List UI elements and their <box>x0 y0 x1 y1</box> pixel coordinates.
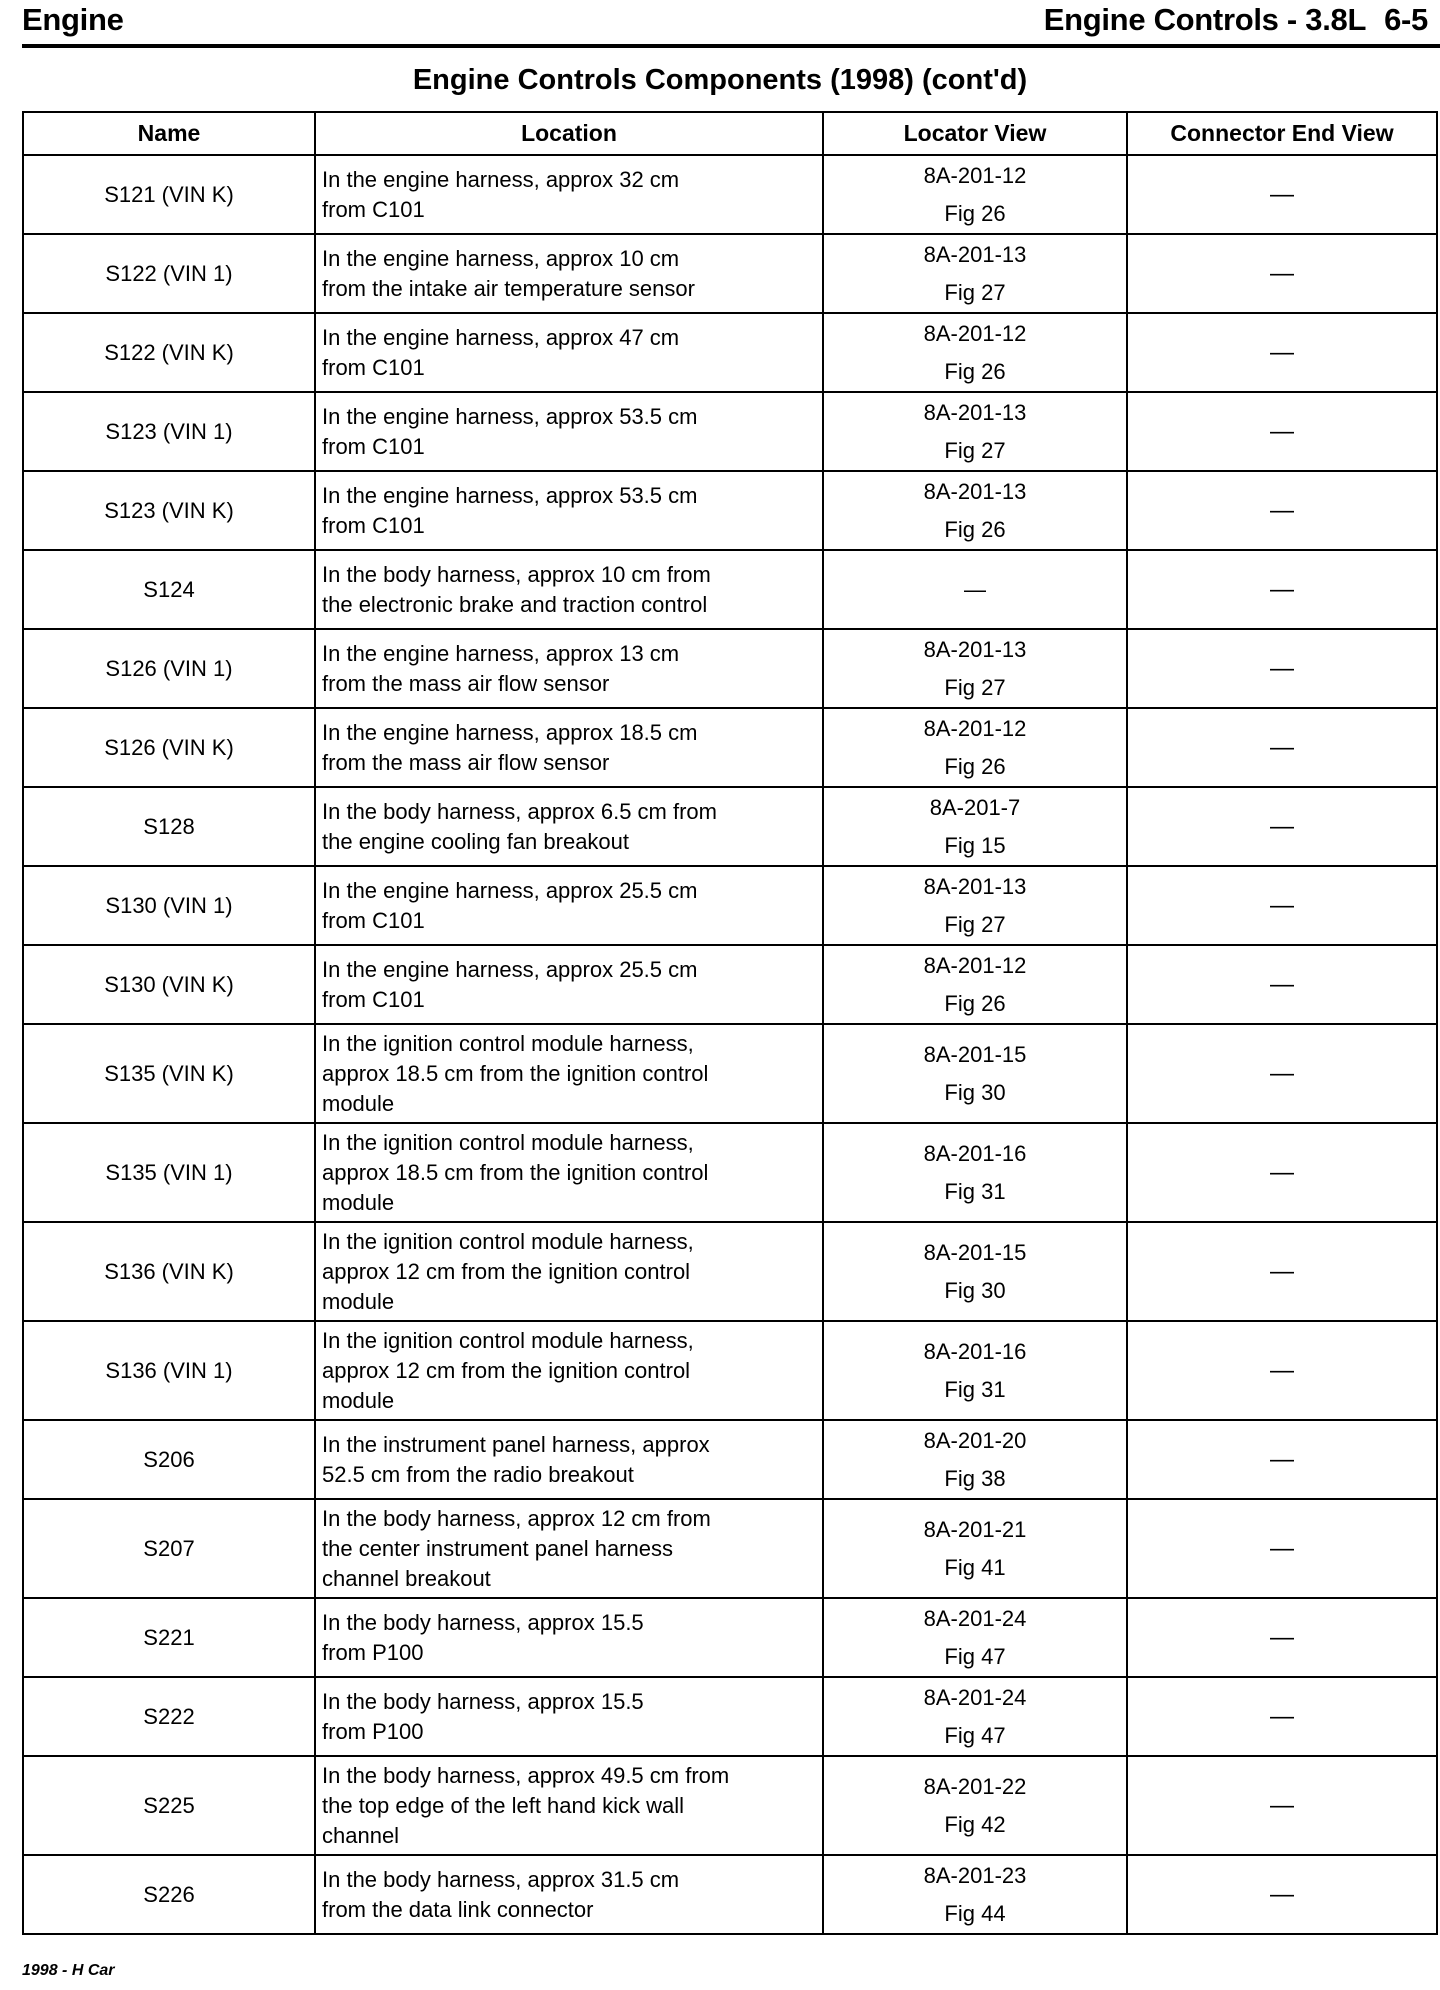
cell-connector-end-view: — <box>1127 550 1437 629</box>
cell-locator-view <box>823 629 1127 708</box>
cell-location <box>315 1123 823 1222</box>
locator-line: Fig 27 <box>944 279 1006 305</box>
location-line: In the ignition control module harness, <box>322 1030 694 1056</box>
location-line: from C101 <box>322 196 425 222</box>
location-line: from C101 <box>322 433 425 459</box>
location-line: In the body harness, approx 31.5 cm <box>322 1866 680 1892</box>
location-line: In the engine harness, approx 18.5 cm <box>322 719 698 745</box>
location-line: In the engine harness, approx 25.5 cm <box>322 877 698 903</box>
cell-location <box>315 1024 823 1123</box>
locator-line: Fig 26 <box>944 753 1006 779</box>
cell-location <box>315 629 823 708</box>
cell-location <box>315 550 823 629</box>
locator-line: 8A-201-21 <box>923 1516 1027 1542</box>
locator-line: — <box>964 576 986 602</box>
table-row <box>23 1855 1437 1934</box>
chapter-name: Engine Controls - 3.8L <box>1043 2 1367 37</box>
cell-name: S124 <box>23 550 315 629</box>
location-line: approx 12 cm from the ignition control <box>322 1258 691 1284</box>
location-line: the center instrument panel harness <box>322 1535 673 1561</box>
location-line: In the instrument panel harness, approx <box>322 1431 710 1457</box>
location-line: the top edge of the left hand kick wall <box>322 1792 685 1818</box>
cell-connector-end-view: — <box>1127 787 1437 866</box>
column-header-connector-end-view: Connector End View <box>1127 112 1437 155</box>
cell-locator-view <box>823 1420 1127 1499</box>
table-row <box>23 313 1437 392</box>
cell-connector-end-view: — <box>1127 1123 1437 1222</box>
locator-line: Fig 47 <box>944 1643 1006 1669</box>
cell-name: S130 (VIN K) <box>23 945 315 1024</box>
location-line: from P100 <box>322 1718 424 1744</box>
table-row <box>23 1123 1437 1222</box>
cell-name: S225 <box>23 1756 315 1855</box>
cell-location <box>315 313 823 392</box>
table-row <box>23 629 1437 708</box>
locator-line: Fig 44 <box>944 1900 1006 1926</box>
cell-connector-end-view: — <box>1127 1499 1437 1598</box>
location-line: from the mass air flow sensor <box>322 749 610 775</box>
cell-name: S226 <box>23 1855 315 1934</box>
cell-name: S221 <box>23 1598 315 1677</box>
locator-line: 8A-201-24 <box>923 1684 1027 1710</box>
table-row <box>23 550 1437 629</box>
table-row <box>23 1321 1437 1420</box>
cell-location <box>315 866 823 945</box>
cell-connector-end-view: — <box>1127 945 1437 1024</box>
location-line: the electronic brake and traction control <box>322 591 708 617</box>
location-line: In the engine harness, approx 10 cm <box>322 245 680 271</box>
locator-line: 8A-201-20 <box>923 1427 1027 1453</box>
table-row <box>23 1756 1437 1855</box>
locator-line: Fig 15 <box>944 832 1006 858</box>
table-row <box>23 866 1437 945</box>
location-line: from the intake air temperature sensor <box>322 275 695 301</box>
table-row <box>23 1598 1437 1677</box>
footer-text: 1998 - H Car <box>22 1962 115 1979</box>
locator-line: 8A-201-13 <box>923 873 1027 899</box>
table-row <box>23 1420 1437 1499</box>
location-line: approx 12 cm from the ignition control <box>322 1357 691 1383</box>
location-line: channel breakout <box>322 1565 491 1591</box>
location-line: from the data link connector <box>322 1896 594 1922</box>
cell-locator-view <box>823 471 1127 550</box>
cell-location <box>315 1222 823 1321</box>
location-line: In the engine harness, approx 53.5 cm <box>322 403 698 429</box>
cell-connector-end-view: — <box>1127 1222 1437 1321</box>
location-line: from the mass air flow sensor <box>322 670 610 696</box>
cell-name: S135 (VIN 1) <box>23 1123 315 1222</box>
cell-connector-end-view: — <box>1127 313 1437 392</box>
locator-line: 8A-201-12 <box>923 715 1027 741</box>
locator-line: 8A-201-16 <box>923 1140 1027 1166</box>
cell-locator-view <box>823 1677 1127 1756</box>
cell-connector-end-view: — <box>1127 1321 1437 1420</box>
locator-line: Fig 27 <box>944 911 1006 937</box>
column-header-locator-view: Locator View <box>823 112 1127 155</box>
locator-line: Fig 27 <box>944 674 1006 700</box>
table-row <box>23 1024 1437 1123</box>
location-line: approx 18.5 cm from the ignition control <box>322 1060 709 1086</box>
locator-line: Fig 26 <box>944 990 1006 1016</box>
cell-locator-view <box>823 1321 1127 1420</box>
locator-line: 8A-201-13 <box>923 478 1027 504</box>
locator-line: 8A-201-22 <box>923 1773 1027 1799</box>
location-line: the engine cooling fan breakout <box>322 828 630 854</box>
table-row <box>23 787 1437 866</box>
cell-locator-view <box>823 1598 1127 1677</box>
cell-locator-view <box>823 1024 1127 1123</box>
cell-locator-view <box>823 313 1127 392</box>
locator-line: Fig 27 <box>944 437 1006 463</box>
cell-location <box>315 1677 823 1756</box>
cell-name: S206 <box>23 1420 315 1499</box>
table-row <box>23 708 1437 787</box>
location-line: In the ignition control module harness, <box>322 1228 694 1254</box>
cell-location <box>315 392 823 471</box>
column-header-name: Name <box>23 112 315 155</box>
cell-connector-end-view: — <box>1127 866 1437 945</box>
cell-location <box>315 1321 823 1420</box>
cell-location <box>315 1598 823 1677</box>
cell-locator-view <box>823 945 1127 1024</box>
locator-line: Fig 31 <box>944 1178 1006 1204</box>
cell-location <box>315 1855 823 1934</box>
cell-connector-end-view: — <box>1127 234 1437 313</box>
location-line: In the engine harness, approx 25.5 cm <box>322 956 698 982</box>
cell-locator-view <box>823 392 1127 471</box>
cell-name: S122 (VIN K) <box>23 313 315 392</box>
cell-locator-view <box>823 1756 1127 1855</box>
location-line: module <box>322 1090 395 1116</box>
locator-line: 8A-201-15 <box>923 1239 1027 1265</box>
locator-line: 8A-201-12 <box>923 952 1027 978</box>
cell-connector-end-view: — <box>1127 1420 1437 1499</box>
locator-line: 8A-201-12 <box>923 320 1027 346</box>
cell-name: S122 (VIN 1) <box>23 234 315 313</box>
locator-line: Fig 41 <box>944 1554 1006 1580</box>
location-line: channel <box>322 1822 400 1848</box>
header-rule <box>22 44 1440 48</box>
cell-name: S222 <box>23 1677 315 1756</box>
location-line: module <box>322 1387 395 1413</box>
table-row <box>23 392 1437 471</box>
cell-location <box>315 155 823 234</box>
cell-location <box>315 787 823 866</box>
cell-locator-view <box>823 1123 1127 1222</box>
locator-line: Fig 26 <box>944 200 1006 226</box>
locator-line: Fig 42 <box>944 1811 1006 1837</box>
locator-line: 8A-201-12 <box>923 162 1027 188</box>
cell-location <box>315 1756 823 1855</box>
table-row <box>23 1499 1437 1598</box>
cell-locator-view <box>823 1855 1127 1934</box>
locator-line: Fig 30 <box>944 1079 1006 1105</box>
location-line: In the body harness, approx 10 cm from <box>322 561 711 587</box>
column-header-location: Location <box>315 112 823 155</box>
location-line: module <box>322 1189 395 1215</box>
cell-connector-end-view: — <box>1127 708 1437 787</box>
cell-connector-end-view: — <box>1127 471 1437 550</box>
cell-connector-end-view: — <box>1127 1677 1437 1756</box>
locator-line: 8A-201-13 <box>923 241 1027 267</box>
locator-line: Fig 30 <box>944 1277 1006 1303</box>
locator-line: 8A-201-13 <box>923 636 1027 662</box>
locator-line: Fig 31 <box>944 1376 1006 1402</box>
table-row <box>23 471 1437 550</box>
location-line: from P100 <box>322 1639 424 1665</box>
location-line: approx 18.5 cm from the ignition control <box>322 1159 709 1185</box>
location-line: 52.5 cm from the radio breakout <box>322 1461 634 1487</box>
cell-connector-end-view: — <box>1127 155 1437 234</box>
locator-line: 8A-201-16 <box>923 1338 1027 1364</box>
location-line: from C101 <box>322 354 425 380</box>
chapter-title <box>1044 2 1428 38</box>
location-line: In the body harness, approx 12 cm from <box>322 1505 711 1531</box>
page-title: Engine Controls Components (1998) (cont'd) <box>412 64 1028 96</box>
cell-name: S130 (VIN 1) <box>23 866 315 945</box>
cell-name: S128 <box>23 787 315 866</box>
table-row <box>23 945 1437 1024</box>
table-row <box>23 1677 1437 1756</box>
cell-location <box>315 234 823 313</box>
location-line: In the body harness, approx 15.5 <box>322 1609 644 1635</box>
cell-name: S136 (VIN K) <box>23 1222 315 1321</box>
cell-locator-view <box>823 155 1127 234</box>
locator-line: Fig 26 <box>944 358 1006 384</box>
cell-connector-end-view: — <box>1127 1855 1437 1934</box>
cell-location <box>315 1420 823 1499</box>
location-line: In the engine harness, approx 47 cm <box>322 324 680 350</box>
cell-locator-view <box>823 550 1127 629</box>
cell-name: S126 (VIN 1) <box>23 629 315 708</box>
page-number: 6-5 <box>1384 2 1428 37</box>
table-body <box>23 155 1437 1934</box>
cell-name: S123 (VIN K) <box>23 471 315 550</box>
table-header-row <box>23 112 1437 155</box>
locator-line: Fig 26 <box>944 516 1006 542</box>
cell-connector-end-view: — <box>1127 1598 1437 1677</box>
location-line: In the ignition control module harness, <box>322 1327 694 1353</box>
locator-line: 8A-201-15 <box>923 1041 1027 1067</box>
cell-name: S135 (VIN K) <box>23 1024 315 1123</box>
location-line: In the body harness, approx 15.5 <box>322 1688 644 1714</box>
locator-line: 8A-201-23 <box>923 1862 1027 1888</box>
cell-locator-view <box>823 787 1127 866</box>
cell-name: S123 (VIN 1) <box>23 392 315 471</box>
components-table <box>22 111 1438 1935</box>
cell-locator-view <box>823 1499 1127 1598</box>
cell-locator-view <box>823 708 1127 787</box>
location-line: module <box>322 1288 395 1314</box>
cell-location <box>315 1499 823 1598</box>
locator-line: 8A-201-7 <box>929 794 1021 820</box>
location-line: In the body harness, approx 49.5 cm from <box>322 1762 730 1788</box>
locator-line: 8A-201-24 <box>923 1605 1027 1631</box>
cell-location <box>315 708 823 787</box>
locator-line: 8A-201-13 <box>923 399 1027 425</box>
section-title: Engine <box>22 2 124 37</box>
cell-locator-view <box>823 234 1127 313</box>
location-line: In the body harness, approx 6.5 cm from <box>322 798 717 824</box>
cell-location <box>315 471 823 550</box>
location-line: from C101 <box>322 512 425 538</box>
locator-line: Fig 38 <box>944 1465 1006 1491</box>
cell-name: S136 (VIN 1) <box>23 1321 315 1420</box>
location-line: In the ignition control module harness, <box>322 1129 694 1155</box>
cell-connector-end-view: — <box>1127 629 1437 708</box>
table-row <box>23 1222 1437 1321</box>
location-line: In the engine harness, approx 32 cm <box>322 166 680 192</box>
cell-locator-view <box>823 1222 1127 1321</box>
cell-locator-view <box>823 866 1127 945</box>
cell-connector-end-view: — <box>1127 392 1437 471</box>
cell-name: S126 (VIN K) <box>23 708 315 787</box>
cell-name: S121 (VIN K) <box>23 155 315 234</box>
locator-line: Fig 47 <box>944 1722 1006 1748</box>
location-line: from C101 <box>322 986 425 1012</box>
cell-connector-end-view: — <box>1127 1024 1437 1123</box>
location-line: from C101 <box>322 907 425 933</box>
table-row <box>23 155 1437 234</box>
location-line: In the engine harness, approx 53.5 cm <box>322 482 698 508</box>
cell-connector-end-view: — <box>1127 1756 1437 1855</box>
cell-location <box>315 945 823 1024</box>
location-line: In the engine harness, approx 13 cm <box>322 640 680 666</box>
cell-name: S207 <box>23 1499 315 1598</box>
table-row <box>23 234 1437 313</box>
